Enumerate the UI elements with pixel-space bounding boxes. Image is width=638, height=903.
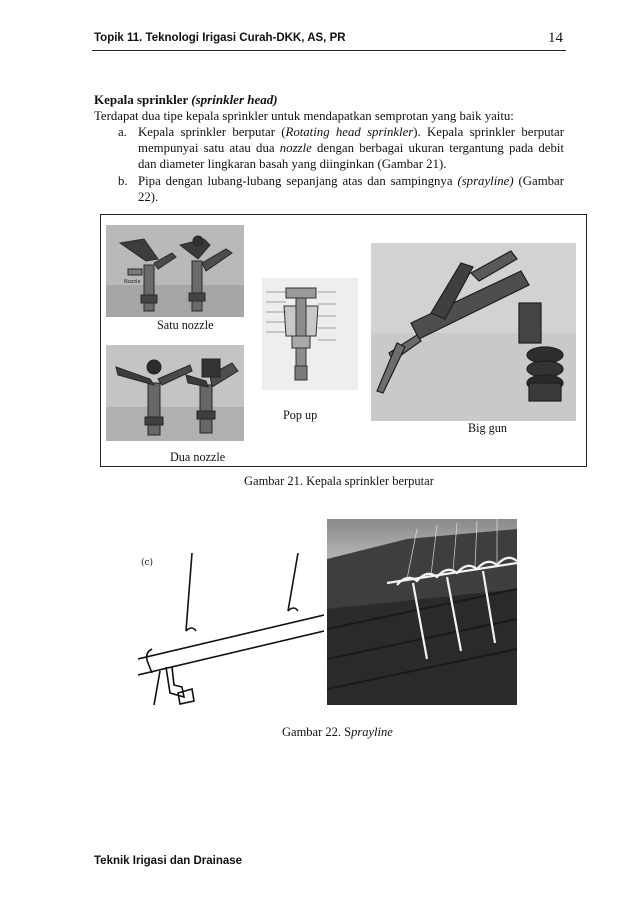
list-item-text (138, 173, 564, 205)
panel-label-c: (c) (141, 558, 154, 568)
italic-term: Rotating head sprinkler (285, 125, 414, 139)
intro-paragraph: Terdapat dua tipe kepala sprinkler untuk mendapatkan semprotan yang baik yaitu: (94, 109, 514, 123)
label-big-gun: Big gun (468, 421, 507, 435)
sprayline-line-drawing (138, 553, 324, 706)
text-run: Pipa dengan lubang-lubang sepanjang atas dan sampingnya (138, 174, 458, 188)
running-footer: Teknik Irigasi dan Drainase (94, 855, 243, 867)
text-run: Kepala sprinkler berputar ( (138, 125, 286, 139)
label-dua-nozzle: Dua nozzle (170, 450, 226, 464)
list-item (94, 173, 564, 205)
italic-term: nozzle (279, 141, 312, 155)
text-run: dengan berbagai ukuran tergantung pada debit dan diameter lingkaran basah yang diinginkan (Gambar 21). (138, 141, 564, 171)
figure-21-frame (100, 214, 587, 467)
satu-nozzle-photo (106, 225, 244, 317)
section-heading-bold: Kepala sprinkler (94, 92, 192, 107)
sprayline-field-photo (327, 519, 517, 705)
header-rule (92, 50, 566, 51)
label-pop-up: Pop up (283, 408, 318, 422)
svg-text:Nozzle: Nozzle (124, 279, 141, 285)
page-number: 14 (548, 30, 563, 46)
pop-up-cutaway-diagram (262, 278, 358, 390)
section-heading (94, 92, 278, 108)
running-header-title: Topik 11. Teknologi Irigasi Curah-DKK, AS, PR (94, 32, 346, 44)
list-marker: a. (118, 125, 127, 139)
big-gun-photo (371, 243, 576, 421)
caption-text: Gambar 22. S (282, 725, 352, 739)
italic-term: (sprayline) (457, 174, 514, 188)
text-run: ). Kepala sprinkler berputar mempunyai satu atau dua (138, 125, 564, 155)
dua-nozzle-photo (106, 345, 244, 441)
figure-22-caption (282, 725, 393, 740)
caption-italic-term: prayline (351, 725, 393, 739)
label-satu-nozzle: Satu nozzle (157, 318, 214, 332)
figure-21-caption: Gambar 21. Kepala sprinkler berputar (244, 474, 434, 488)
list-marker: b. (118, 174, 128, 188)
list-item (94, 124, 564, 172)
text-run: (Gambar 22). (138, 174, 564, 204)
list-item-text (138, 124, 564, 172)
section-heading-italic: (sprinkler head) (191, 92, 278, 107)
